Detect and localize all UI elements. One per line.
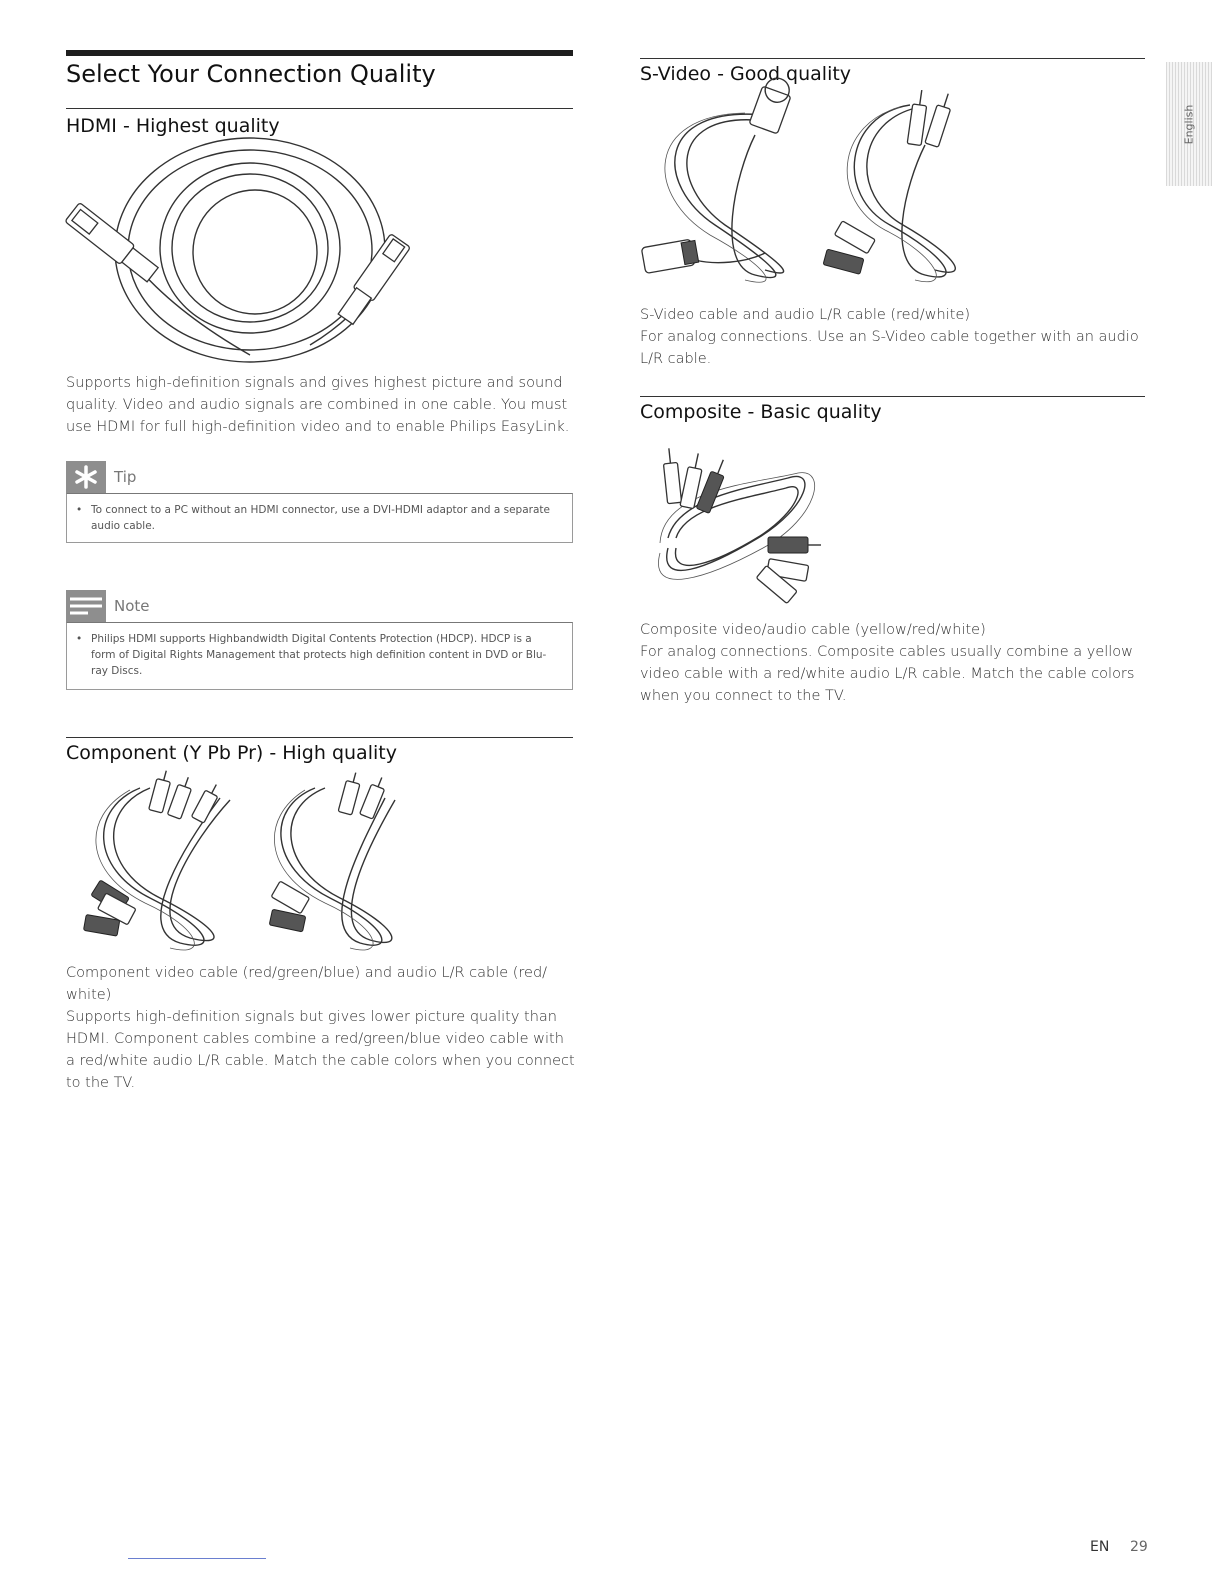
svideo-cable-illustration — [635, 85, 815, 285]
component-title: Component (Y Pb Pr) - High quality — [66, 742, 397, 764]
component-cable-illustration-b — [255, 778, 425, 953]
note-icon — [66, 590, 106, 622]
page-title: Select Your Connection Quality — [66, 60, 436, 88]
svideo-description: For analog connections. Use an S-Video cable together with an audio L/R cable. — [640, 329, 1139, 367]
hdmi-rule — [66, 108, 573, 109]
component-rule — [66, 737, 573, 738]
hdmi-description: Supports high-definition signals and gives highest picture and sound quality. Video and audio signals are combined in one cable. You must use HDMI for full high-definition video and to enable Philips EasyLink. — [66, 375, 570, 435]
title-rule — [66, 50, 573, 56]
language-tab-label-wrap — [1166, 62, 1212, 186]
language-tab-label: English — [1182, 104, 1196, 144]
composite-description: For analog connections. Composite cables usually combine a yellow video cable with a red/white audio L/R cable. Match the cable colors when you connect to the TV. — [640, 644, 1135, 704]
composite-title: Composite - Basic quality — [640, 401, 882, 423]
component-caption: Component video cable (red/green/blue) and audio L/R cable (red/ white) — [66, 965, 548, 1003]
svideo-audio-cable-illustration — [815, 85, 985, 285]
tip-box — [66, 493, 573, 543]
svideo-text-block — [640, 304, 1150, 370]
tip-text: • To connect to a PC without an HDMI connector, use a DVI-HDMI adaptor and a separate audio cable. — [91, 502, 556, 534]
svideo-caption: S-Video cable and audio L/R cable (red/white) — [640, 307, 971, 323]
hdmi-description-block — [66, 372, 576, 438]
composite-rule — [640, 396, 1145, 397]
composite-caption: Composite video/audio cable (yellow/red/white) — [640, 622, 986, 638]
svideo-rule — [640, 58, 1145, 59]
component-description: Supports high-definition signals but gives lower picture quality than HDMI. Component cables combine a red/green/blue video cable with a red/white audio L/R cable. Match the cable colors when you connect to the TV. — [66, 1009, 575, 1091]
component-text-block — [66, 962, 576, 1094]
hdmi-cable-illustration — [60, 140, 420, 360]
composite-cable-illustration — [648, 448, 838, 608]
component-cable-illustration-a — [70, 778, 250, 953]
hdmi-title: HDMI - Highest quality — [66, 115, 280, 137]
note-label: Note — [114, 597, 150, 615]
tip-icon — [66, 461, 106, 493]
note-box — [66, 622, 573, 690]
footer-language: EN — [1090, 1539, 1110, 1555]
composite-text-block — [640, 619, 1150, 707]
page-number: 29 — [1130, 1539, 1148, 1555]
svideo-title: S-Video - Good quality — [640, 63, 852, 85]
note-text: • Philips HDMI supports Highbandwidth Digital Contents Protection (HDCP). HDCP is a form of Digital Rights Management that protects high definition content in DVD or Blu-ray Discs. — [91, 631, 556, 679]
tip-label: Tip — [114, 468, 137, 486]
bottom-divider — [128, 1558, 266, 1559]
